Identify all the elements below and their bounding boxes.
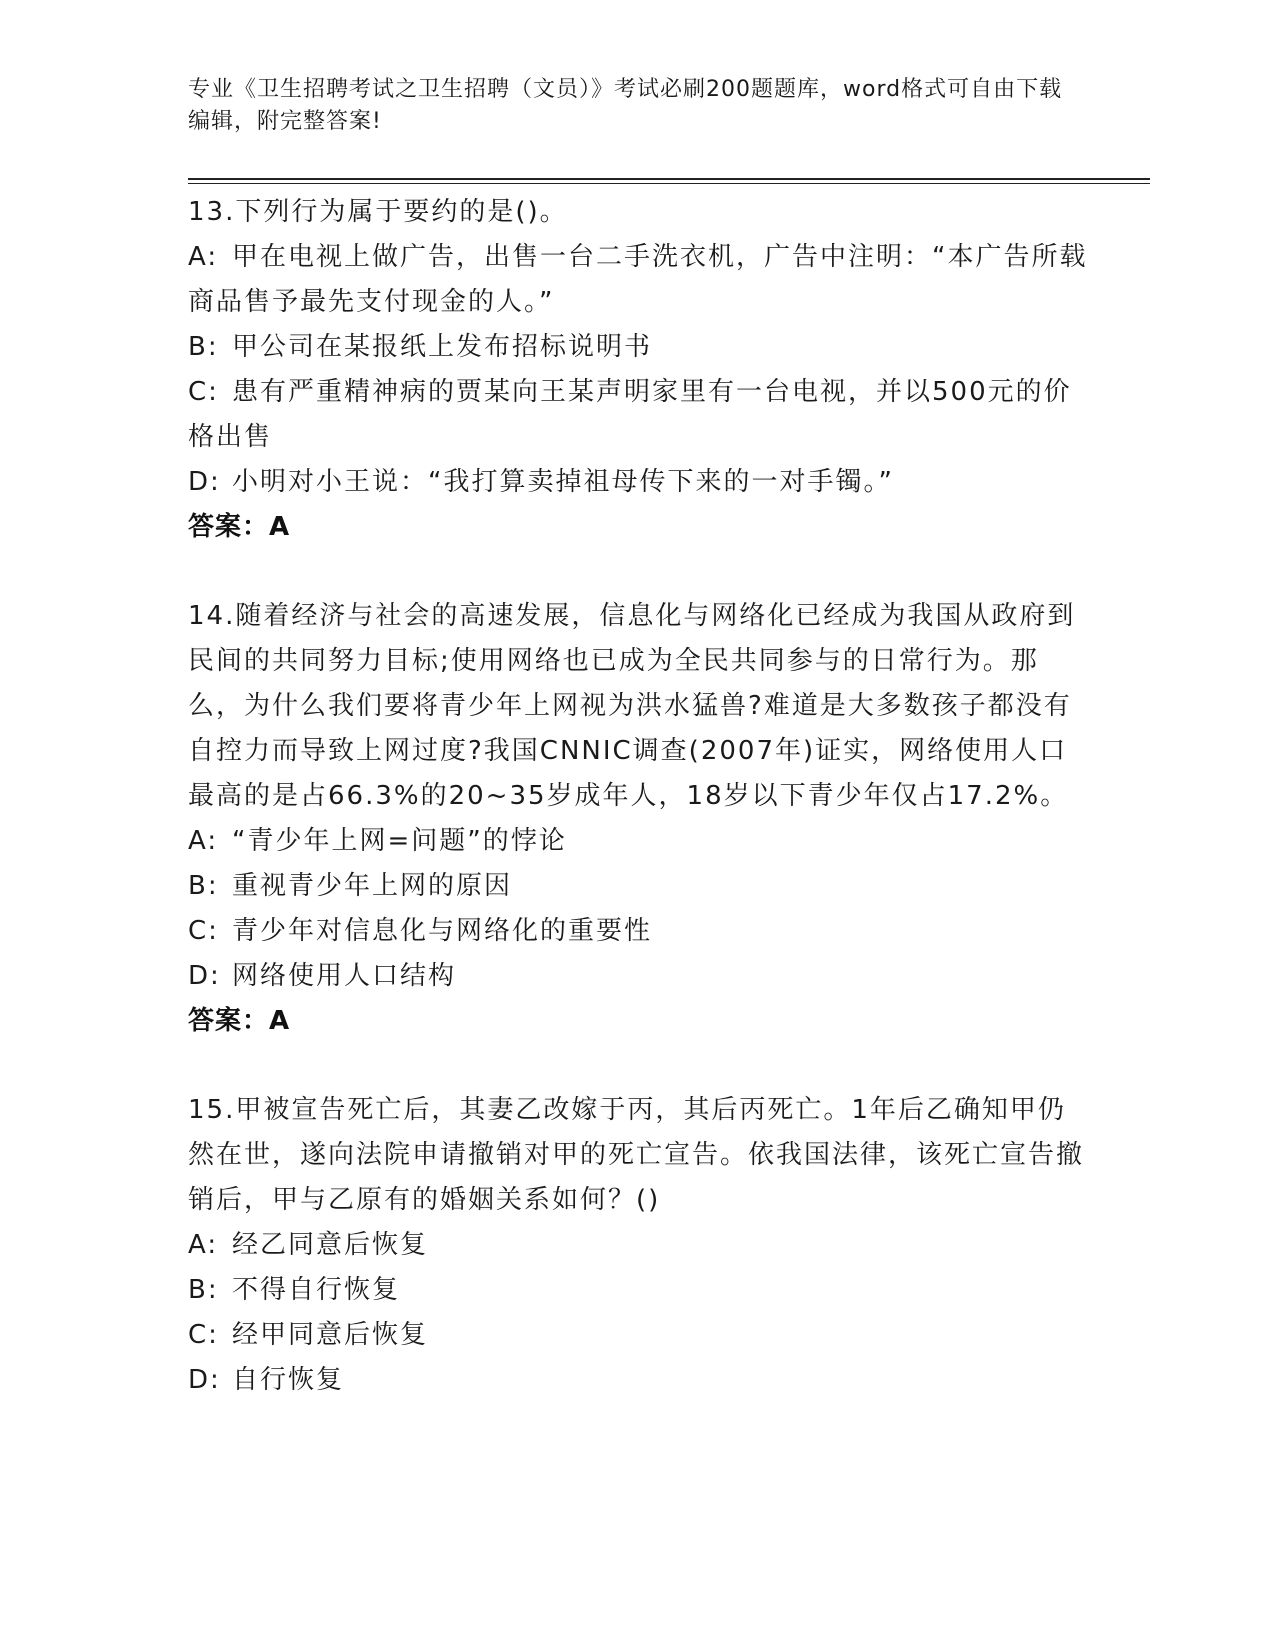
option-text: 网络使用人口结构	[232, 961, 457, 991]
option-label: C:	[188, 1320, 219, 1350]
question-list	[188, 190, 1088, 1447]
question-stem: 13.下列行为属于要约的是()。	[188, 197, 568, 227]
option-c	[188, 1313, 1088, 1358]
option-b	[188, 325, 1088, 370]
option-text: 重视青少年上网的原因	[232, 871, 513, 901]
option-label: C:	[188, 916, 219, 946]
option-a	[188, 1223, 1088, 1268]
option-label: B:	[188, 1275, 219, 1305]
option-text: 经甲同意后恢复	[232, 1320, 429, 1350]
option-label: D:	[188, 961, 221, 991]
option-b	[188, 864, 1088, 909]
option-text: 患有严重精神病的贾某向王某声明家里有一台电视，并以500元的价格出售	[188, 377, 1072, 452]
option-text: 甲公司在某报纸上发布招标说明书	[232, 332, 653, 362]
option-b	[188, 1268, 1088, 1313]
option-d	[188, 1358, 1088, 1403]
option-d	[188, 460, 1088, 505]
answer-line: 答案：A	[188, 1006, 291, 1036]
option-text: “青少年上网=问题”的悖论	[232, 826, 567, 856]
question-stem: 14.随着经济与社会的高速发展，信息化与网络化已经成为我国从政府到民间的共同努力目标;使用网络也已成为全民共同参与的日常行为。那么，为什么我们要将青少年上网视为洪水猛兽?难道是大多数孩子都没有自控力而导致上网过度?我国CNNIC调查(2007年)证实，网络使用人口最高的是占66.3%的20~35岁成年人，18岁以下青少年仅占17.2%。	[188, 601, 1076, 811]
header-divider-thin	[188, 183, 1150, 184]
option-text: 自行恢复	[232, 1365, 345, 1395]
option-label: A:	[188, 242, 219, 272]
option-text: 不得自行恢复	[232, 1275, 401, 1305]
question-stem: 15.甲被宣告死亡后，其妻乙改嫁于丙，其后丙死亡。1年后乙确知甲仍然在世，遂向法院申请撤销对甲的死亡宣告。依我国法律，该死亡宣告撤销后，甲与乙原有的婚姻关系如何？()	[188, 1095, 1085, 1215]
answer-line: 答案：A	[188, 512, 291, 542]
option-text: 甲在电视上做广告，出售一台二手洗衣机，广告中注明：“本广告所载商品售予最先支付现金的人。”	[188, 242, 1088, 317]
header-divider-thick	[188, 178, 1150, 180]
option-label: D:	[188, 467, 221, 497]
option-text: 小明对小王说：“我打算卖掉祖母传下来的一对手镯。”	[232, 467, 894, 497]
option-a	[188, 819, 1088, 864]
question-13	[188, 190, 1088, 550]
option-text: 青少年对信息化与网络化的重要性	[232, 916, 653, 946]
question-15	[188, 1088, 1088, 1403]
option-label: A:	[188, 826, 219, 856]
document-header-intro: 专业《卫生招聘考试之卫生招聘（文员）》考试必刷200题题库，word格式可自由下载编辑，附完整答案!	[188, 77, 1063, 134]
option-label: A:	[188, 1230, 219, 1260]
option-c	[188, 370, 1088, 460]
option-d	[188, 954, 1088, 999]
option-text: 经乙同意后恢复	[232, 1230, 429, 1260]
option-label: B:	[188, 332, 219, 362]
option-label: C:	[188, 377, 219, 407]
question-14	[188, 594, 1088, 1044]
option-a	[188, 235, 1088, 325]
option-label: D:	[188, 1365, 221, 1395]
option-c	[188, 909, 1088, 954]
option-label: B:	[188, 871, 219, 901]
